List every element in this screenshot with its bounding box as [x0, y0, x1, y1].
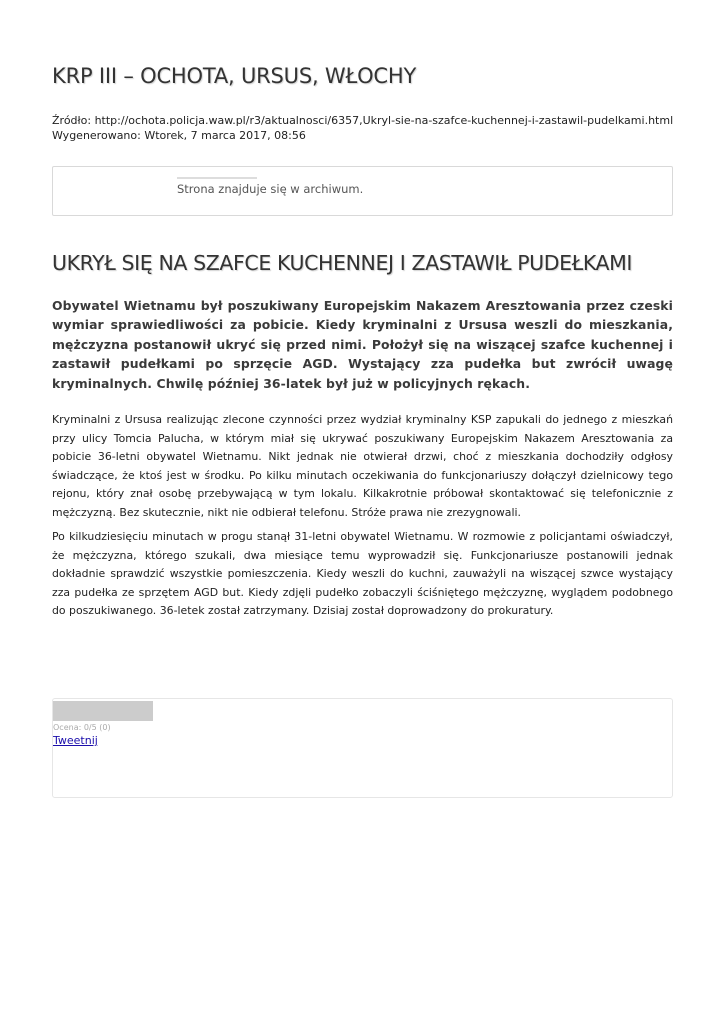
rating-text: Ocena: 0/5 (0) — [53, 723, 111, 732]
tweet-link[interactable]: Tweetnij — [53, 734, 98, 747]
article-lead: Obywatel Wietnamu był poszukiwany Europejskim Nakazem Aresztowania przez czeski wymiar sprawiedliwości za pobicie. Kiedy kryminalni z Ursusa weszli do mieszkania, mężczyzna postanowił ukryć się przed nimi. Położył się na wiszącej szafce kuchennej i zastawił pudełkami po sprzęcie AGD. Wystający zza pudełka but zwrócił uwagę kryminalnych. Chwilę później 36-latek był już w policyjnych rękach. — [52, 298, 673, 391]
rating-stars[interactable] — [53, 701, 153, 721]
rating-box — [52, 698, 673, 798]
archive-notice — [52, 166, 673, 216]
article-title: UKRYŁ SIĘ NA SZAFCE KUCHENNEJ I ZASTAWIŁ PUDEŁKAMI — [52, 251, 633, 275]
meta-info — [52, 113, 673, 143]
generated-date: Wygenerowano: Wtorek, 7 marca 2017, 08:56 — [52, 129, 306, 142]
archive-divider — [177, 177, 257, 179]
archive-notice-text: Strona znajduje się w archiwum. — [177, 182, 364, 196]
article-paragraph: Kryminalni z Ursusa realizując zlecone czynności przez wydział kryminalny KSP zapukali do jednego z mieszkań przy ulicy Tomcia Palucha, w którym miał się ukrywać poszukiwany Europejskim Nakazem Aresztowania za pobicie 36-letni obywatel Wietnamu. Nikt jednak nie otwierał drzwi, choć z mieszkania dochodziły odgłosy świadczące, że ktoś jest w środku. Po kilku minutach oczekiwania do funkcjonariuszy dołączył dzielnicowy tego rejonu, który znał osobę przebywającą w tym lokalu. Kilkakrotnie próbował skontaktować się telefonicznie z mężczyzną. Bez skutecznie, nikt nie odbierał telefonu. Stróże prawa nie zrezygnowali. — [52, 413, 673, 519]
source-url: Źródło: http://ochota.policja.waw.pl/r3/aktualnosci/6357,Ukryl-sie-na-szafce-kuchennej-i-zastawil-pudelkami.html — [52, 114, 674, 127]
site-title: KRP III – OCHOTA, URSUS, WŁOCHY — [52, 64, 417, 88]
article-paragraph: Po kilkudziesięciu minutach w progu stanął 31-letni obywatel Wietnamu. W rozmowie z policjantami oświadczył, że mężczyzna, którego szukali, dwa miesiące temu wyprowadził się. Funkcjonariusze postanowili jednak dokładnie sprawdzić wszystkie pomieszczenia. Kiedy weszli do kuchni, zauważyli na wiszącej szwce wystający zza pudełka ze sprzętem AGD but. Kiedy zdjęli pudełko zobaczyli ściśniętego mężczyznę, wyglądem podobnego do poszukiwanego. 36-letek został zatrzymany. Dzisiaj został doprowadzony do prokuratury. — [52, 530, 673, 618]
